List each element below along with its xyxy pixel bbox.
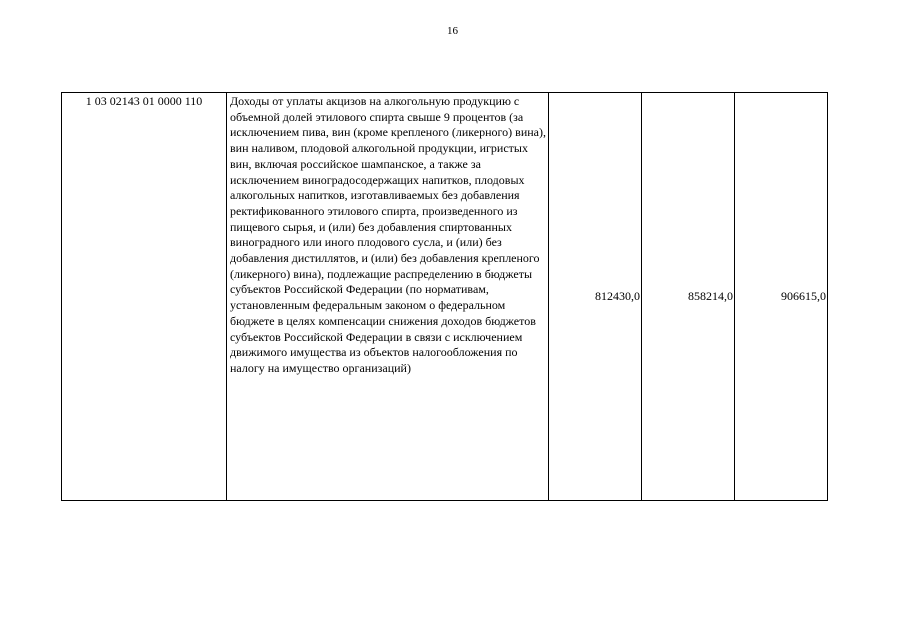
revenue-description: Доходы от уплаты акцизов на алкогольную продукцию с объемной долей этилового спирта свыше 9 процентов (за исключением пива, вин (кроме крепленого (ликерного) вина), вин наливом, плодовой алкогольной продукции, игристых вин, включая российское шампанское, а также за исключением виноградосодержащих напитков, плодовых алкогольных напитков, изготавливаемых без добавления ректификованного этилового спирта, произведенного из пищевого сырья, и (или) без добавления спиртованных виноградного или иного плодового сусла, и (или) без добавления дистиллятов, и (или) без добавления крепленого (ликерного) вина), подлежащие распределению в бюджеты субъектов Российской Федерации (по нормативам, установленным федеральным законом о федеральном бюджете в целях компенсации снижения доходов бюджетов субъектов Российской Федерации в связи с исключением движимого имущества из объектов налогообложения по налогу на имущество организаций) xyxy=(227,93,549,501)
amount-year-3: 906615,0 xyxy=(735,93,828,501)
page-number: 16 xyxy=(447,25,458,37)
table-row xyxy=(62,93,828,501)
amount-year-2: 858214,0 xyxy=(642,93,735,501)
revenue-table xyxy=(61,92,828,501)
amount-year-1: 812430,0 xyxy=(549,93,642,501)
budget-classification-code: 1 03 02143 01 0000 110 xyxy=(62,93,227,501)
